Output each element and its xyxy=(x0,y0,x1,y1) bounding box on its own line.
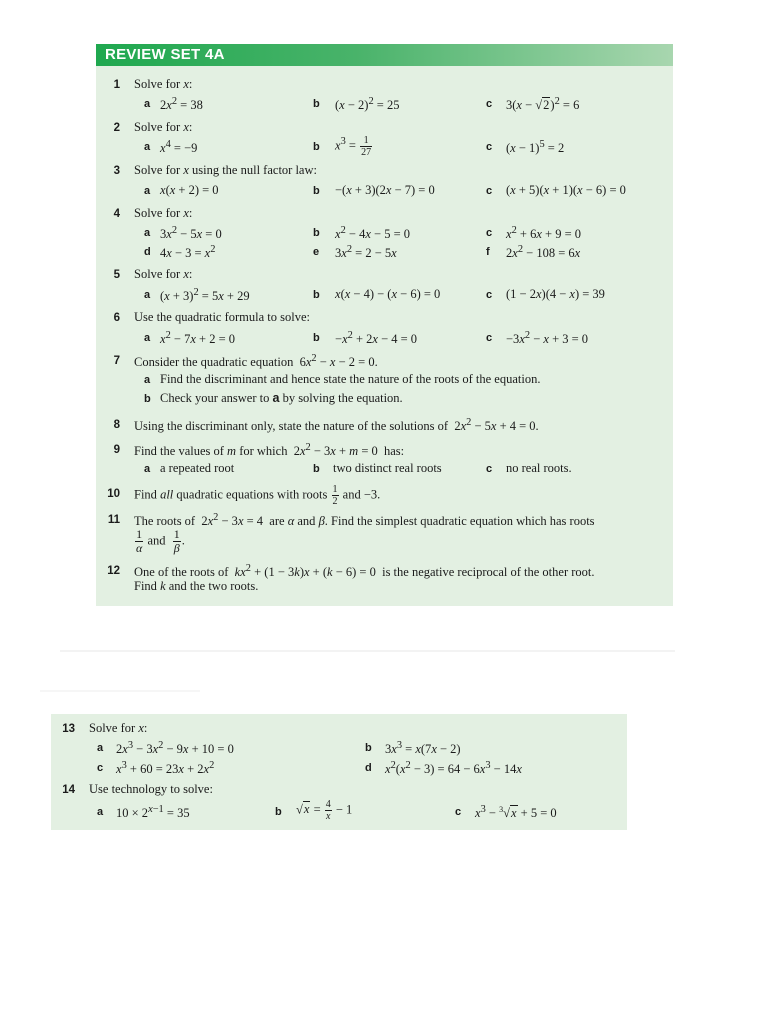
question-number: 11 xyxy=(107,514,120,526)
equation: (1 − 2x)(4 − x) = 39 xyxy=(506,287,605,301)
equation: $(x - 2)^2 = 25$ xyxy=(335,96,400,113)
part-label: a xyxy=(144,185,151,197)
equation: $3x^2 = 2 - 5x$ xyxy=(335,244,397,261)
review-set-header xyxy=(96,44,673,66)
equation: $2x^2 - 108 = 6x$ xyxy=(506,244,581,261)
part-text: a repeated root xyxy=(160,461,235,475)
question-text: Solve for x: xyxy=(134,206,193,220)
equation: $3x^2 - 5x = 0$ xyxy=(160,225,222,242)
equation: $x^2 - 7x + 2 = 0$ xyxy=(160,330,235,347)
part-label: d xyxy=(365,762,372,774)
part-label: c xyxy=(486,332,493,344)
part-label: c xyxy=(486,463,493,475)
question-number: 9 xyxy=(113,444,120,456)
question-text: Solve for x: xyxy=(89,721,148,735)
part-label: c xyxy=(455,806,462,818)
page-divider xyxy=(40,690,200,692)
part-label: a xyxy=(144,98,151,110)
question-text: Use the quadratic formula to solve: xyxy=(134,310,310,324)
part-label: a xyxy=(97,806,104,818)
question-number: 2 xyxy=(113,122,120,134)
question-number: 1 xyxy=(113,79,120,91)
equation: $x^3$ = $\frac{1}{27}$ xyxy=(335,135,372,158)
part-label: c xyxy=(486,289,493,301)
question-text: Solve for x: xyxy=(134,77,193,91)
part-label: b xyxy=(313,463,320,475)
part-text: Find the discriminant and hence state the nature of the roots of the equation. xyxy=(160,372,541,386)
part-text: Check your answer to a by solving the equation. xyxy=(160,391,403,405)
part-label: c xyxy=(486,141,493,153)
equation: $x^2 - 4x - 5 = 0$ xyxy=(335,225,410,242)
part-label: b xyxy=(313,185,320,197)
part-label: a xyxy=(144,374,151,386)
equation: $x^4 = -9$ xyxy=(160,139,198,156)
equation: $3x^3 = x(7x - 2)$ xyxy=(385,740,461,757)
question-text: Find all quadratic equations with roots $\frac{1}{2}$ and −3. xyxy=(134,484,381,507)
part-text: two distinct real roots xyxy=(333,461,442,475)
question-number: 5 xyxy=(113,269,120,281)
question-text: Use technology to solve: xyxy=(89,782,213,796)
part-label: a xyxy=(144,141,151,153)
question-text-continued: $\frac{1}{\alpha}$ and $\frac{1}{\beta}$ . xyxy=(136,527,185,555)
part-label: f xyxy=(486,246,490,258)
question-text: Consider the quadratic equation $6x^2 - x - 2 = 0$. xyxy=(134,353,378,370)
equation: $-3x^2 - x + 3 = 0$ xyxy=(506,330,589,347)
part-label: b xyxy=(275,806,282,818)
question-number: 8 xyxy=(113,419,120,431)
question-number: 14 xyxy=(62,784,75,796)
part-label: c xyxy=(486,227,493,239)
equation: $x^3 + 60 = 23x + 2x^2$ xyxy=(116,760,215,777)
part-label: a xyxy=(144,289,151,301)
continuation-panel xyxy=(51,714,627,830)
question-number: 10 xyxy=(107,488,120,500)
part-text: no real roots. xyxy=(506,461,572,475)
page-divider xyxy=(60,650,675,652)
part-label: b xyxy=(144,393,151,405)
part-label: b xyxy=(365,742,372,754)
review-set-panel xyxy=(96,44,673,606)
part-label: a xyxy=(144,463,151,475)
part-label: a xyxy=(144,227,151,239)
equation: $4x - 3 = x^2$ xyxy=(160,244,216,261)
equation: $2x^3 - 3x^2 - 9x + 10 = 0$ xyxy=(116,740,234,757)
part-label: b xyxy=(313,141,320,153)
question-text: Solve for x: xyxy=(134,120,193,134)
equation: $x^3 - ^3√x + 5 = 0$ xyxy=(475,804,557,821)
part-label: a xyxy=(144,332,151,344)
equation: $x^2(x^2 - 3) = 64 - 6x^3 - 14x$ xyxy=(385,760,522,777)
equation: $2x^2 = 38$ xyxy=(160,96,203,113)
question-text: The roots of $2x^2 - 3x = 4$ are α and β. Find the simplest quadratic equation which has roots xyxy=(134,512,595,529)
part-label: c xyxy=(97,762,104,774)
part-label: c xyxy=(486,185,493,197)
part-label: b xyxy=(313,98,320,110)
equation: x(x − 4) − (x − 6) = 0 xyxy=(335,287,441,301)
question-number: 13 xyxy=(62,723,75,735)
question-number: 4 xyxy=(113,208,120,220)
question-text: Find the values of m for which $2x^2 - 3x + m = 0$ has: xyxy=(134,442,405,459)
equation: √x = $\frac{4}{x}$ − 1 xyxy=(296,799,353,822)
equation: $10 \times 2^{x-1} = 35$ xyxy=(116,804,190,821)
question-number: 7 xyxy=(113,355,120,367)
part-label: a xyxy=(97,742,104,754)
review-set-title: REVIEW SET 4A xyxy=(105,46,225,63)
equation: (x + 5)(x + 1)(x − 6) = 0 xyxy=(506,183,626,197)
question-number: 12 xyxy=(107,565,120,577)
question-text: Using the discriminant only, state the nature of the solutions of $2x^2 - 5x + 4 = 0$. xyxy=(134,417,539,434)
question-text: Solve for x using the null factor law: xyxy=(134,163,317,177)
part-label: b xyxy=(313,332,320,344)
equation: −(x + 3)(2x − 7) = 0 xyxy=(335,183,435,197)
part-label: e xyxy=(313,246,320,258)
equation: $3(x - √2)^2 = 6$ xyxy=(506,96,580,113)
equation: $x^2 + 6x + 9 = 0$ xyxy=(506,225,581,242)
question-text: One of the roots of $kx^2 + (1 - 3k)x + (k - 6) = 0$ is the negative reciprocal of the other root. xyxy=(134,563,595,580)
question-number: 6 xyxy=(113,312,120,324)
part-label: b xyxy=(313,289,320,301)
equation: $-x^2 + 2x - 4 = 0$ xyxy=(335,330,418,347)
part-label: d xyxy=(144,246,151,258)
equation: $(x - 1)^5 = 2$ xyxy=(506,139,565,156)
part-label: b xyxy=(313,227,320,239)
equation: $(x + 3)^2 = 5x + 29$ xyxy=(160,287,250,304)
question-text-continued: Find k and the two roots. xyxy=(134,579,259,593)
question-number: 3 xyxy=(113,165,120,177)
equation: x(x + 2) = 0 xyxy=(160,183,219,197)
question-text: Solve for x: xyxy=(134,267,193,281)
part-label: c xyxy=(486,98,493,110)
